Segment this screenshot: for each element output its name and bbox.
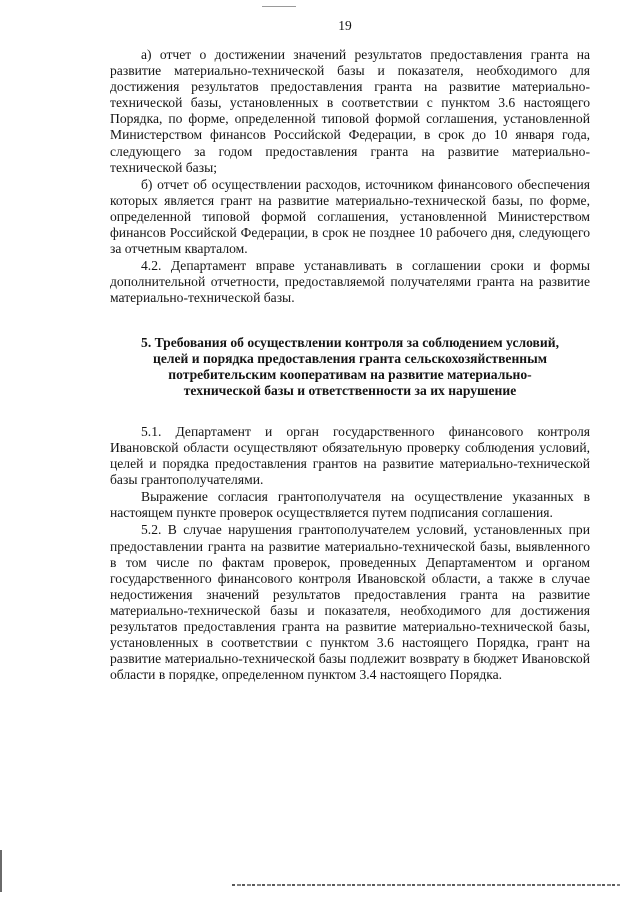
section-5-heading-line: 5. Требования об осуществлении контроля за соблюдением условий, [141, 334, 559, 350]
paragraph-5-2: 5.2. В случае нарушения грантополучателем условий, установленных при предоставлении гранта на развитие материально-технической базы, выявленного в том числе по фактам проверок, проведенных Департаментом и органом государственного финансового контроля Ивановской области, а также в случае недостижения значений результатов предоставления гранта на развитие материально-технической базы и показателя, необходимого для достижения результатов предоставления гранта на развитие материально-технической базы, установленных в соответствии с пунктом 3.6 настоящего Порядка, грант на развитие материально-технической базы подлежит возврату в бюджет Ивановской области в порядке, определенном пунктом 3.4 настоящего Порядка. [110, 522, 590, 683]
scan-artifact-top [262, 6, 296, 7]
paragraph-5-1: 5.1. Департамент и орган государственного финансового контроля Ивановской области осуществляют обязательную проверку соблюдения условий, целей и порядка предоставления грантов на развитие материально-технической базы грантополучателями. [110, 423, 590, 488]
scan-artifact-left [0, 850, 2, 892]
document-body [110, 47, 590, 683]
section-5-heading [110, 335, 590, 399]
section-5-heading-line: технической базы и ответственности за их нарушение [183, 382, 517, 398]
scan-artifact-bottom [232, 884, 620, 886]
section-5-heading-line: целей и порядка предоставления гранта сельскохозяйственным [152, 350, 547, 366]
paragraph-b: б) отчет об осуществлении расходов, источником финансового обеспечения которых является грант на развитие материально-технической базы, по форме, определенной типовой формой соглашения, установленной Министерством финансов Российской Федерации, в срок не позднее 10 рабочего дня, следующего за отчетным кварталом. [110, 176, 590, 257]
section-5-heading-line: потребительским кооперативам на развитие материально- [168, 366, 532, 382]
paragraph-a: а) отчет о достижении значений результатов предоставления гранта на развитие материально-технической базы и показателя, необходимого для достижения результатов предоставления гранта на развитие материально-технической базы, установленных в соответствии с пунктом 3.6 настоящего Порядка, по форме, определенной типовой формой соглашения, установленной Министерством финансов Российской Федерации, в срок до 10 января года, следующего за годом предоставления гранта на развитие материально-технической базы; [110, 47, 590, 175]
page-number: 19 [338, 18, 352, 33]
paragraph-consent: Выражение согласия грантополучателя на осуществление указанных в настоящем пункте проверок осуществляется путем подписания соглашения. [110, 489, 590, 521]
paragraph-4-2: 4.2. Департамент вправе устанавливать в соглашении сроки и формы дополнительной отчетности, предоставляемой получателями гранта на развитие материально-технической базы. [110, 258, 590, 306]
